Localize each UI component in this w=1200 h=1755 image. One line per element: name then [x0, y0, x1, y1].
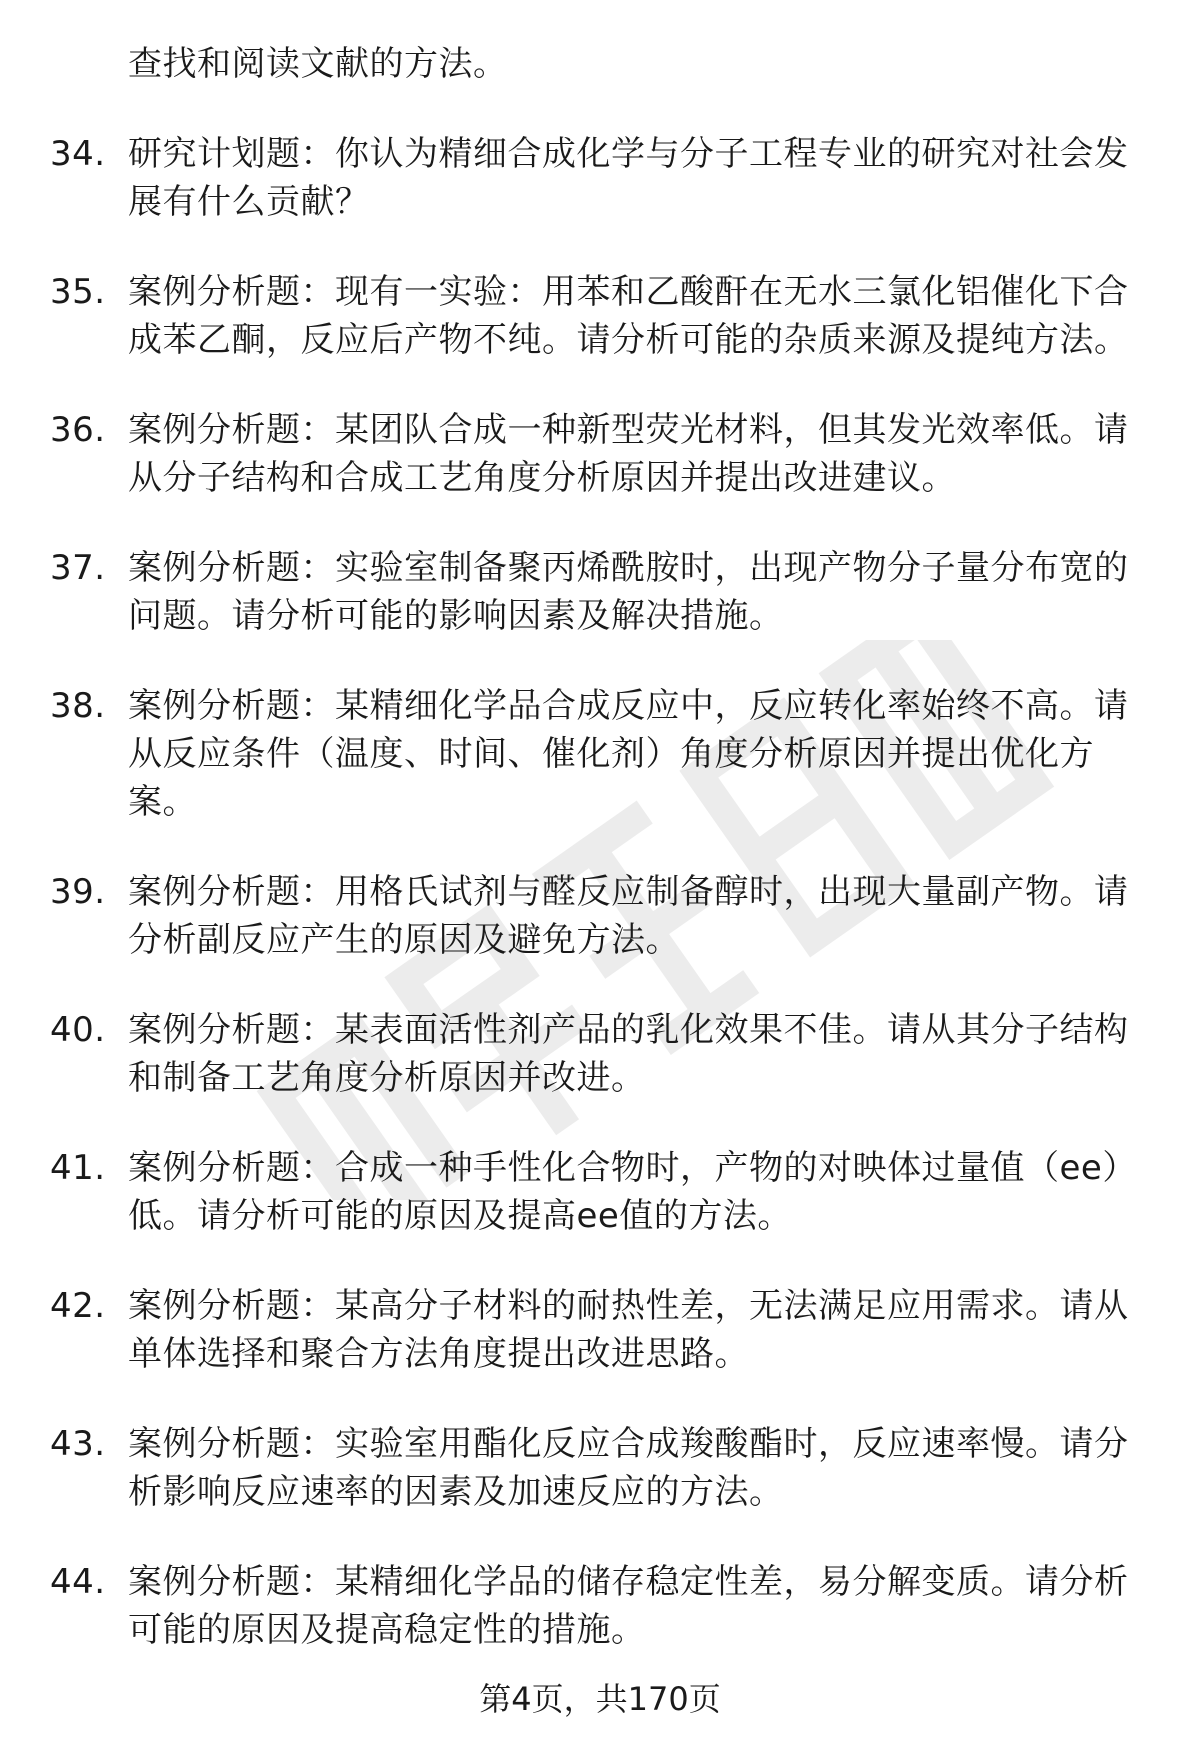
question-text: 案例分析题：实验室制备聚丙烯酰胺时，出现产物分子量分布宽的问题。请分析可能的影响因素及解决措施。: [128, 548, 1129, 636]
question-item: [50, 268, 1160, 364]
question-number: 38.: [50, 686, 106, 726]
question-number: 37.: [50, 548, 106, 588]
question-number: 42.: [50, 1286, 106, 1326]
question-item: [50, 682, 1160, 826]
question-item: [50, 1420, 1160, 1516]
question-item: [50, 1558, 1160, 1654]
question-text: 案例分析题：某团队合成一种新型荧光材料，但其发光效率低。请从分子结构和合成工艺角度分析原因并提出改进建议。: [128, 410, 1129, 498]
question-number: 43.: [50, 1424, 106, 1464]
question-number: 36.: [50, 410, 106, 450]
question-text: 案例分析题：某高分子材料的耐热性差，无法满足应用需求。请从单体选择和聚合方法角度提出改进思路。: [128, 1286, 1129, 1374]
question-number: 35.: [50, 272, 106, 312]
question-item: [50, 1006, 1160, 1102]
question-number: 39.: [50, 872, 106, 912]
continued-text: 查找和阅读文献的方法。: [128, 44, 508, 84]
question-number: 41.: [50, 1148, 106, 1188]
question-item: [50, 1282, 1160, 1378]
question-item: [50, 130, 1160, 226]
question-item: [50, 1144, 1160, 1240]
question-text: 案例分析题：某表面活性剂产品的乳化效果不佳。请从其分子结构和制备工艺角度分析原因并改进。: [128, 1010, 1129, 1098]
question-number: 34.: [50, 134, 106, 174]
question-text: 案例分析题：某精细化学品的储存稳定性差，易分解变质。请分析可能的原因及提高稳定性的措施。: [128, 1562, 1129, 1650]
question-item: [50, 406, 1160, 502]
question-text: 案例分析题：用格氏试剂与醛反应制备醇时，出现大量副产物。请分析副反应产生的原因及避免方法。: [128, 872, 1129, 960]
question-text: 案例分析题：实验室用酯化反应合成羧酸酯时，反应速率慢。请分析影响反应速率的因素及加速反应的方法。: [128, 1424, 1129, 1512]
question-text: 案例分析题：现有一实验：用苯和乙酸酐在无水三氯化铝催化下合成苯乙酮，反应后产物不纯。请分析可能的杂质来源及提纯方法。: [128, 272, 1129, 360]
question-number: 40.: [50, 1010, 106, 1050]
question-item: [50, 868, 1160, 964]
question-number: 44.: [50, 1562, 106, 1602]
question-list: [50, 40, 1160, 1696]
page-footer: 第4页，共170页: [479, 1680, 721, 1718]
question-text: 研究计划题：你认为精细合成化学与分子工程专业的研究对社会发展有什么贡献？: [128, 134, 1129, 222]
question-item: [50, 544, 1160, 640]
question-text: 案例分析题：合成一种手性化合物时，产物的对映体过量值（ee）低。请分析可能的原因及提高ee值的方法。: [128, 1148, 1137, 1236]
question-text: 案例分析题：某精细化学品合成反应中，反应转化率始终不高。请从反应条件（温度、时间、催化剂）角度分析原因并提出优化方案。: [128, 686, 1129, 822]
